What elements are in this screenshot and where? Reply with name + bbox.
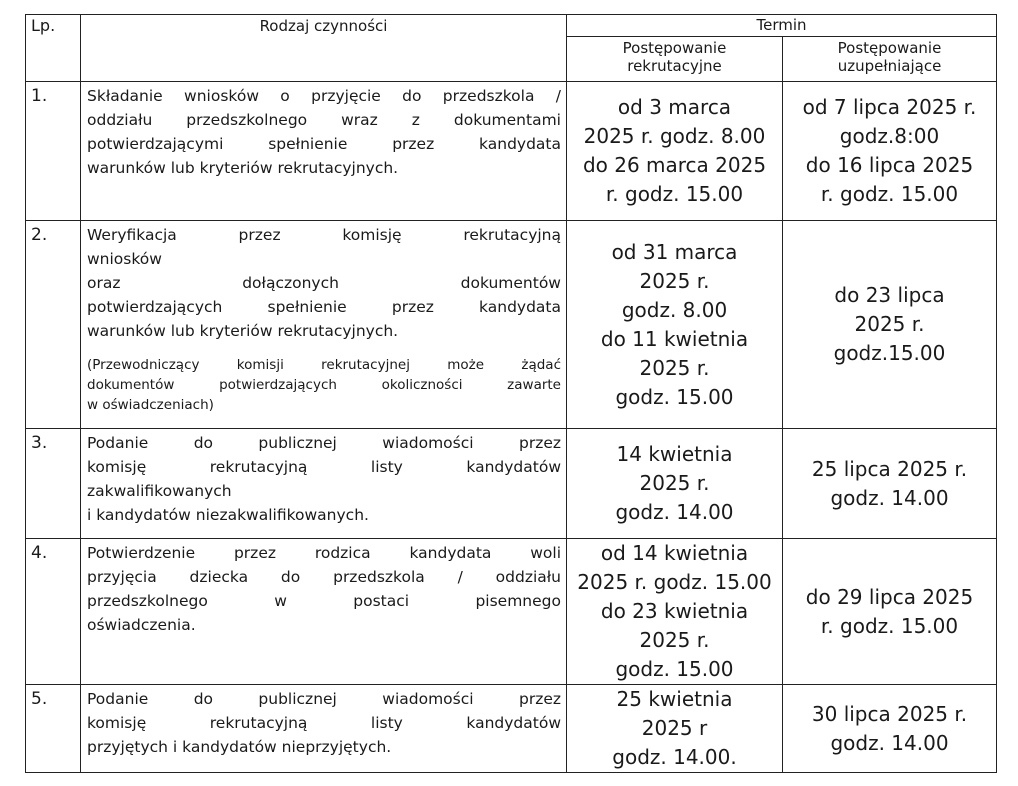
- description-line: przyjętych i kandydatów nieprzyjętych.: [87, 738, 392, 756]
- activity-description: [81, 82, 567, 221]
- recruitment-schedule-table: [25, 14, 997, 773]
- date-line: 2025 r.: [639, 355, 710, 380]
- activity-description: [81, 429, 567, 539]
- supplementary-date: [783, 82, 997, 221]
- activity-description: [81, 221, 567, 429]
- description-line: przedszkolnego w postaci pisemnego: [87, 592, 561, 610]
- date-line: od 14 kwietnia: [600, 541, 749, 565]
- description-line: warunków lub kryteriów rekrutacyjnych.: [87, 159, 399, 177]
- date-line: godz. 14.00: [830, 485, 949, 510]
- table-row: [26, 82, 997, 221]
- description-line: potwierdzających spełnienie przez kandydata: [87, 298, 561, 316]
- note-line: w oświadczeniach): [87, 397, 214, 413]
- date-line: godz. 14.00.: [612, 745, 737, 769]
- date-line: do 26 marca 2025: [582, 153, 767, 177]
- header-supplementary-line: Postępowanie: [837, 39, 942, 57]
- date-line: od 7 lipca 2025 r.: [802, 95, 977, 119]
- date-line: do 16 lipca 2025: [805, 153, 974, 177]
- table-row: [26, 539, 997, 685]
- date-line: do 29 lipca 2025: [805, 584, 974, 609]
- date-line: 2025 r. godz. 15.00: [577, 570, 772, 594]
- activity-description: [81, 539, 567, 685]
- row-number: 5.: [26, 685, 81, 773]
- date-line: godz. 14.00: [830, 730, 949, 755]
- header-recruitment-line: Postępowanie: [622, 39, 727, 57]
- date-line: 2025 r. godz. 8.00: [583, 124, 766, 148]
- date-line: 2025 r.: [639, 268, 710, 293]
- description-line: wniosków: [87, 250, 162, 268]
- activity-description: [81, 685, 567, 773]
- recruitment-date: [567, 539, 783, 685]
- date-line: godz. 8.00: [621, 297, 728, 322]
- date-line: 25 lipca 2025 r.: [811, 456, 968, 481]
- supplementary-date: [783, 429, 997, 539]
- header-supplementary-line: uzupełniające: [837, 57, 942, 75]
- row-number: 1.: [26, 82, 81, 221]
- row-number: 4.: [26, 539, 81, 685]
- commission-note: [87, 355, 561, 415]
- table-row: [26, 429, 997, 539]
- table-row: [26, 221, 997, 429]
- date-line: 14 kwietnia: [616, 442, 733, 466]
- date-line: r. godz. 15.00: [820, 182, 959, 206]
- supplementary-date: [783, 685, 997, 773]
- description-line: zakwalifikowanych: [87, 482, 232, 500]
- date-line: godz.8:00: [839, 124, 940, 148]
- date-line: 2025 r.: [854, 312, 925, 336]
- description-line: Podanie do publicznej wiadomości przez: [87, 690, 561, 708]
- date-line: do 23 lipca: [834, 283, 945, 307]
- date-line: 2025 r: [641, 716, 708, 740]
- date-line: 30 lipca 2025 r.: [811, 701, 968, 726]
- date-line: r. godz. 15.00: [605, 182, 744, 206]
- row-number: 3.: [26, 429, 81, 539]
- description-line: warunków lub kryteriów rekrutacyjnych.: [87, 322, 399, 340]
- supplementary-date: [783, 539, 997, 685]
- date-line: do 11 kwietnia: [600, 326, 749, 351]
- date-line: do 23 kwietnia: [600, 599, 749, 623]
- description-line: Składanie wniosków o przyjęcie do przedszkola /: [87, 87, 561, 105]
- header-termin: Termin: [567, 15, 997, 37]
- description-line: oraz dołączonych dokumentów: [87, 274, 561, 292]
- header-recruitment: [567, 37, 783, 82]
- date-line: od 31 marca: [611, 239, 738, 264]
- date-line: godz. 15.00: [615, 384, 734, 409]
- date-line: 2025 r.: [639, 471, 710, 495]
- date-line: godz. 15.00: [615, 657, 734, 681]
- header-activity: Rodzaj czynności: [81, 15, 567, 82]
- description-line: Podanie do publicznej wiadomości przez: [87, 434, 561, 452]
- description-line: komisję rekrutacyjną listy kandydatów: [87, 458, 561, 476]
- recruitment-date: [567, 221, 783, 429]
- date-line: od 3 marca: [617, 95, 732, 119]
- header-lp: Lp.: [26, 15, 81, 82]
- date-line: r. godz. 15.00: [820, 613, 959, 638]
- description-line: Weryfikacja przez komisję rekrutacyjną: [87, 226, 561, 244]
- description-line: potwierdzającymi spełnienie przez kandydata: [87, 135, 561, 153]
- description-line: komisję rekrutacyjną listy kandydatów: [87, 714, 561, 732]
- header-recruitment-line: rekrutacyjne: [627, 57, 722, 75]
- recruitment-date: [567, 82, 783, 221]
- date-line: 25 kwietnia: [616, 687, 733, 711]
- header-supplementary: [783, 37, 997, 82]
- description-line: oświadczenia.: [87, 616, 196, 634]
- header-row: [26, 15, 997, 37]
- recruitment-date: [567, 685, 783, 773]
- date-line: 2025 r.: [639, 628, 710, 652]
- description-line: oddziału przedszkolnego wraz z dokumentami: [87, 111, 561, 129]
- date-line: godz.15.00: [833, 341, 946, 365]
- supplementary-date: [783, 221, 997, 429]
- note-line: (Przewodniczący komisji rekrutacyjnej może żądać: [87, 357, 561, 373]
- description-line: Potwierdzenie przez rodzica kandydata woli: [87, 544, 561, 562]
- description-line: przyjęcia dziecka do przedszkola / oddziału: [87, 568, 561, 586]
- note-line: dokumentów potwierdzających okoliczności zawarte: [87, 377, 561, 393]
- description-line: i kandydatów niezakwalifikowanych.: [87, 506, 369, 524]
- recruitment-date: [567, 429, 783, 539]
- table-row: [26, 685, 997, 773]
- date-line: godz. 14.00: [615, 500, 734, 524]
- row-number: 2.: [26, 221, 81, 429]
